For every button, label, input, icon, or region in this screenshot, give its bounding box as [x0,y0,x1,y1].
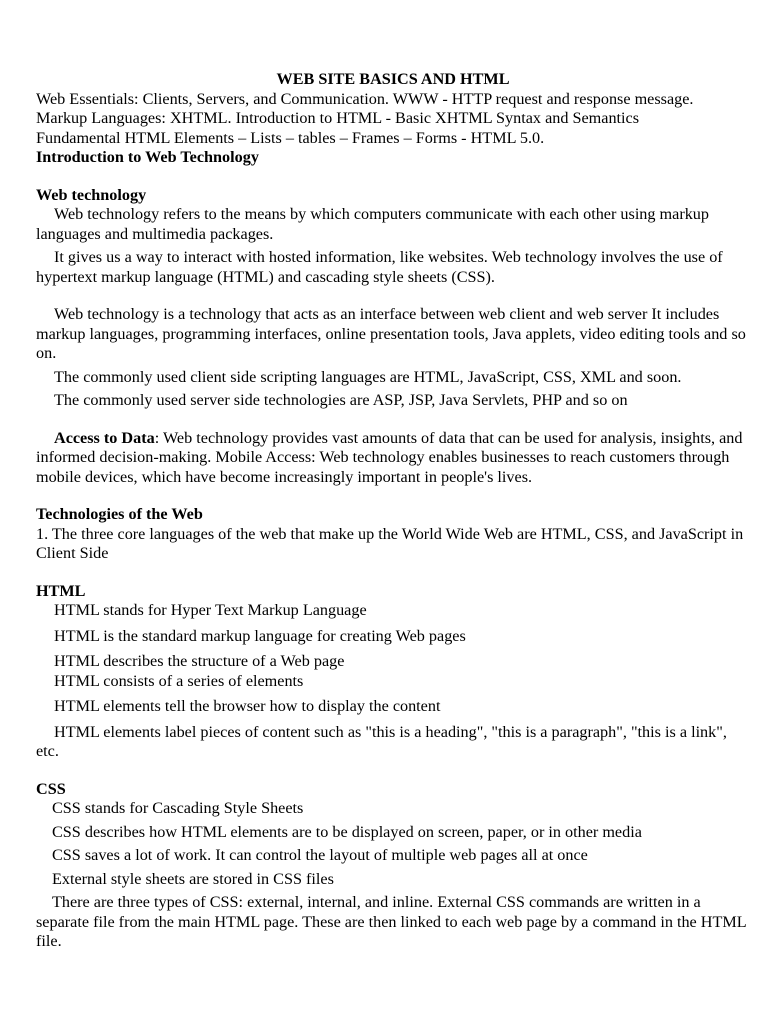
syllabus-line: Markup Languages: XHTML. Introduction to HTML - Basic XHTML Syntax and Semantics [36,109,640,127]
document-title: WEB SITE BASICS AND HTML [276,70,510,88]
list-item: External style sheets are stored in CSS files [52,869,334,888]
access-to-data-paragraph [36,429,750,488]
css-heading: CSS [36,779,66,798]
paragraph: Web technology is a technology that acts as an interface between web client and web server It includes markup languages, programming interfaces, online presentation tools, Java applets, video editing tools and so on. [36,305,746,362]
html-heading: HTML [36,581,86,600]
paragraph: It gives us a way to interact with hosted information, like websites. Web technology involves the use of hypertext markup language (HTML) and cascading style sheets (CSS). [36,248,723,286]
list-item: CSS describes how HTML elements are to be displayed on screen, paper, or in other media [52,822,642,841]
web-technology-heading: Web technology [36,185,147,204]
document-page [36,70,750,952]
intro-heading: Introduction to Web Technology [36,148,259,166]
list-item: HTML elements label pieces of content such as "this is a heading", "this is a paragraph", "this is a link", etc. [36,722,727,760]
access-to-data-text: : Web technology provides vast amounts of data that can be used for analysis, insights, and informed decision-making. Mobile Access: Web technology enables businesses to reach customers through mobile devices, which have become increasingly important in people's lives. [36,428,743,486]
paragraph: The commonly used server side technologies are ASP, JSP, Java Servlets, PHP and so on [54,391,628,409]
access-to-data-label: Access to Data [54,428,155,447]
list-item: HTML describes the structure of a Web page [54,652,345,670]
technologies-heading: Technologies of the Web [36,505,203,523]
paragraph: 1. The three core languages of the web that make up the World Wide Web are HTML, CSS, and JavaScript in Client Side [36,524,744,562]
list-item: There are three types of CSS: external, internal, and inline. External CSS commands are written in a separate file from the main HTML page. These are then linked to each web page by a command in the HTML file. [36,893,747,950]
list-item: HTML consists of a series of elements [54,671,304,690]
list-item: HTML is the standard markup language for creating Web pages [54,626,466,645]
list-item: CSS stands for Cascading Style Sheets [52,799,304,817]
list-item: CSS saves a lot of work. It can control the layout of multiple web pages all at once [52,846,588,864]
paragraph: The commonly used client side scripting languages are HTML, JavaScript, CSS, XML and soon. [54,367,682,386]
syllabus-line: Web Essentials: Clients, Servers, and Communication. WWW - HTTP request and response message. [36,89,694,108]
list-item: HTML stands for Hyper Text Markup Language [54,601,367,619]
syllabus-line: Fundamental HTML Elements – Lists – tables – Frames – Forms - HTML 5.0. [36,128,545,147]
paragraph: Web technology refers to the means by which computers communicate with each other using markup languages and multimedia packages. [36,205,709,243]
list-item: HTML elements tell the browser how to display the content [54,697,441,715]
